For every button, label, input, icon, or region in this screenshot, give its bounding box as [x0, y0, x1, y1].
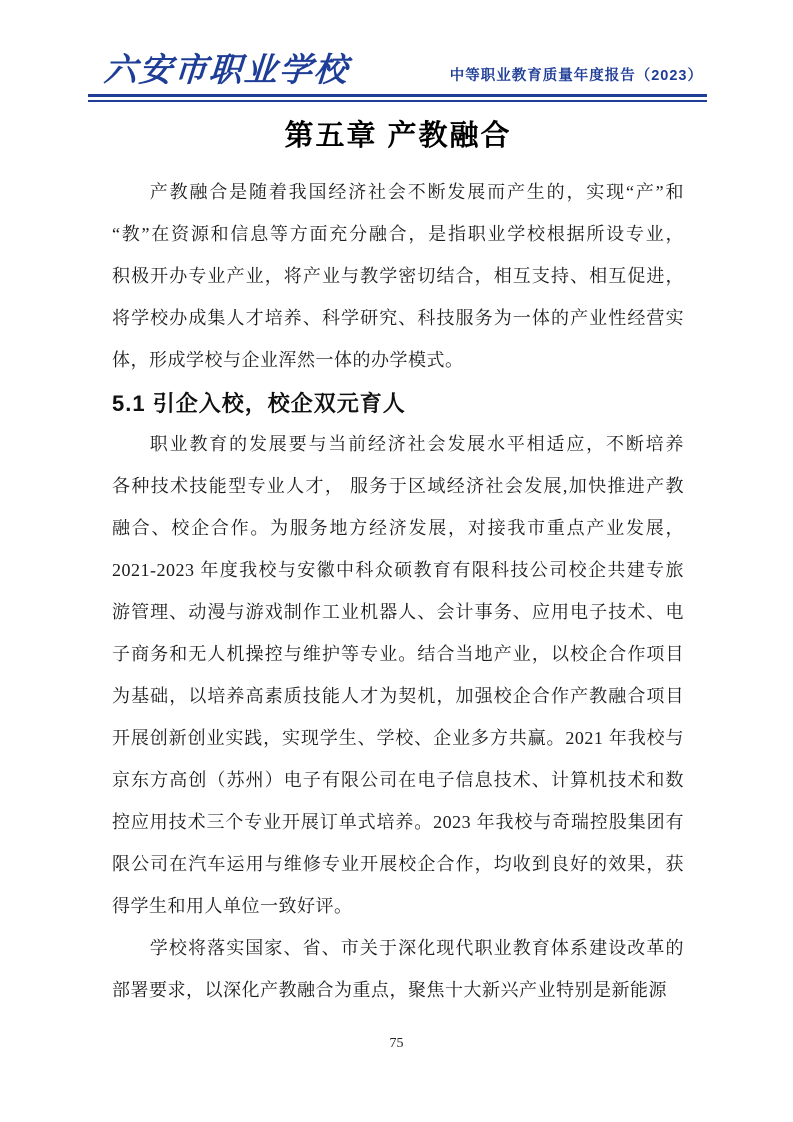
section-heading: 5.1 引企入校，校企双元育人	[112, 390, 406, 416]
text-line: 游管理、动漫与游戏制作工业机器人、会计事务、应用电子技术、电	[112, 601, 684, 622]
text-line: 体，形成学校与企业浑然一体的办学模式。	[112, 349, 464, 370]
page-header	[104, 50, 703, 90]
intro-paragraph	[112, 171, 684, 381]
text-line: 融合、校企合作。为服务地方经济发展，对接我市重点产业发展，	[112, 517, 684, 538]
text-line: 为基础，以培养高素质技能人才为契机，加强校企合作产教融合项目	[112, 685, 684, 706]
text-line: 得学生和用人单位一致好评。	[112, 895, 353, 916]
text-line: 限公司在汽车运用与维修专业开展校企合作，均收到良好的效果，获	[112, 853, 684, 874]
text-line: 京东方高创（苏州）电子有限公司在电子信息技术、计算机技术和数	[112, 769, 684, 790]
text-line: 子商务和无人机操控与维护等专业。结合当地产业，以校企合作项目	[112, 643, 684, 664]
text-line: 积极开办专业产业，将产业与教学密切结合，相互支持、相互促进，	[112, 265, 684, 286]
text-line: 学校将落实国家、省、市关于深化现代职业教育体系建设改革的	[149, 937, 684, 958]
text-line: 职业教育的发展要与当前经济社会发展水平相适应，不断培养	[149, 433, 684, 454]
report-title: 中等职业教育质量年度报告（2023）	[449, 68, 703, 84]
section-paragraph-2	[112, 927, 684, 1011]
page-content	[112, 117, 684, 1011]
text-line: 将学校办成集人才培养、科学研究、科技服务为一体的产业性经营实	[112, 307, 684, 328]
header-double-rule	[88, 94, 707, 102]
chapter-title: 第五章 产教融合	[284, 119, 512, 152]
text-line: 控应用技术三个专业开展订单式培养。2023 年我校与奇瑞控股集团有	[112, 811, 684, 832]
text-line: 开展创新创业实践，实现学生、学校、企业多方共赢。2021 年我校与	[112, 727, 684, 748]
school-logo-text: 六安市职业学校	[102, 50, 351, 89]
text-line: 部署要求，以深化产教融合为重点，聚焦十大新兴产业特别是新能源	[112, 979, 667, 1000]
text-line: 产教融合是随着我国经济社会不断发展而产生的，实现“产”和	[149, 181, 684, 202]
text-line: 各种技术技能型专业人才， 服务于区域经济社会发展,加快推进产教	[112, 475, 684, 496]
page-number: 75	[389, 1036, 404, 1051]
text-line: 2021-2023 年度我校与安徽中科众硕教育有限科技公司校企共建专旅	[112, 559, 684, 580]
text-line: “教”在资源和信息等方面充分融合，是指职业学校根据所设专业，	[112, 223, 684, 244]
section-paragraph-1	[112, 423, 684, 927]
